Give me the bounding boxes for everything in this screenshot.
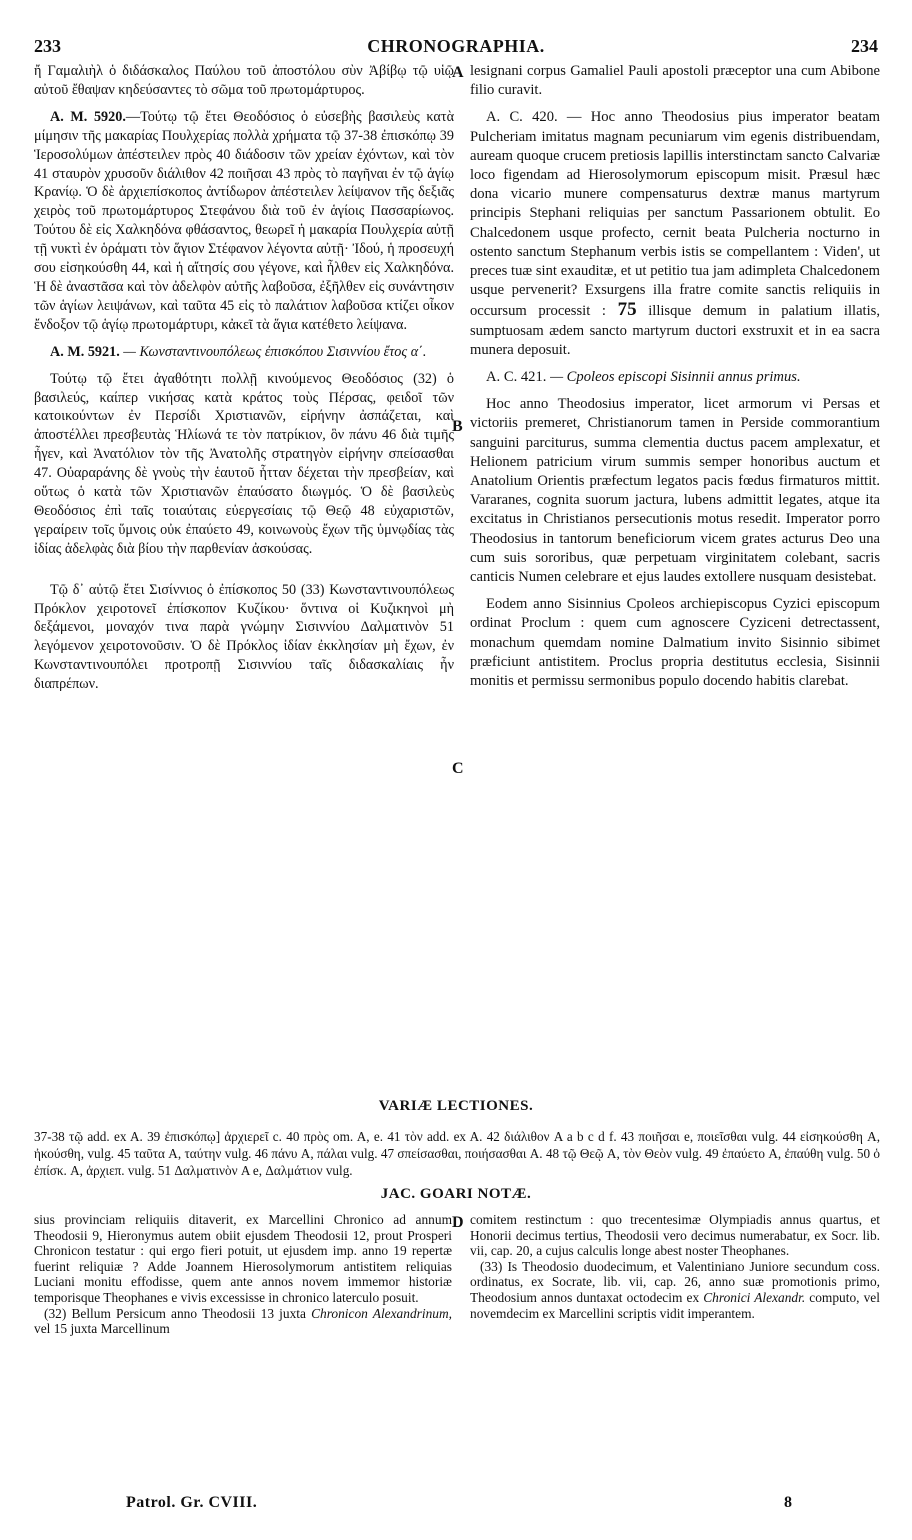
latin-entry-420: [470, 108, 880, 360]
latin-paragraph-1: lesignani corpus Gamaliel Pauli apostoli præceptor una cum Abibone filio curavit.: [470, 63, 880, 99]
section-marker-b: B: [452, 418, 463, 435]
column-number-75: 75: [617, 299, 637, 321]
page-number-right: 234: [851, 36, 878, 56]
greek-paragraph-4: Τούτῳ τῷ ἔτει ἀγαθότητι πολλῇ κινούμενος Θεοδόσιος (32) ὁ βασιλεύς, καίπερ νικήσας κατὰ κράτος τοὺς Πέρσας, φειδοῖ τῶν κατοικούντων ἐν Περσίδι Χριστιανῶν, εἰρήνην ἀσπάζεται, καὶ ἀποστέλλει πρεσβευτὰς Ἡλίωνά τε τὸν πατρίκιον, ὃν πάνυ 46 διὰ τιμῆς ἦγεν, καὶ Ἀνατόλιον τὸν τῆς Ἀνατολῆς στρατηγὸν εἰρήνην σπείσασθαι 47. Οὐαραράνης δὲ γνοὺς τὴν ἑαυτοῦ ἧτταν δέχεται τὴν πρεσβείαν, καὶ οὕτως ὁ κατὰ τῶν Χριστιανῶν ἐπαύσατο διωγμός. Ὁ δὲ βασιλεὺς Θεοδόσιος ἐπὶ ταῖς τοιαύταις εὐεργεσίαις τῷ Θεῷ 48 εὐχαριστῶν, γεραίρειν τοῖς ὕμνοις οὐκ ἐπαύετο 49, κοινωνοὺς ἔχων τῆς ὑμνῳδίας τὰς ἰδίας ἀδελφὰς διὰ βίου τὴν παρθενίαν ἀσκούσας.: [34, 370, 454, 557]
greek-heading-5921: — Κωνσταντινουπόλεως ἐπισκόπου Σισιννίου ἔτος α΄.: [123, 343, 427, 360]
latin-paragraph-4: Hoc anno Theodosius imperator, licet armorum vi Persas et victoriis premeret, Christianorum tamen in Perside commorantium sanguini parciturus, summa clementia ductus pacem amplexatur, et Helionem patricium virum summis semper honoribus auctum et Anatolium Orientis præfectum legatos pacis fœdus firmaturos mittit. Vararanes, cognita suorum jactura, lubens admittit legates, atque ita excitatus in Christianos persecutionis motus resedit. Imperator porro Theodosius in tantorum beneficiorum vicem grates acturus Deo una cum suis sororibus, quæ perpetuam virginitatem colebant, sacris canticis Numen celebrare et ejus laudes extollere nusquam desistebat.: [470, 396, 880, 586]
greek-year-5920: A. M. 5920.: [50, 108, 126, 125]
note-32-tail: vel 15 juxta Marcellinum: [34, 1321, 170, 1337]
latin-entry-421-heading: [470, 368, 880, 387]
note-32-text: Bellum Persicum anno Theodosii 13 juxta: [71, 1305, 306, 1321]
spacer: [34, 567, 454, 581]
greek-column: [34, 62, 454, 702]
note-32-number: (32): [44, 1305, 67, 1321]
latin-year-421: A. C. 421.: [486, 369, 547, 386]
latin-text-420-tail: illisque demum in palatium illatis, sumptuosam ædem sancto martyrum ductori exstruxit et in ea sacra munera deposuit.: [470, 303, 880, 358]
greek-text-5920: —Τούτῳ τῷ ἔτει Θεοδόσιος ὁ εὐσεβὴς βασιλεὺς κατὰ μίμησιν τῆς μακαρίας Πουλχερίας πολλὰ χρήματα τῷ 37-38 ἐπισκόπῳ 39 Ἱεροσολύμων ἀπέστειλεν πρὸς 40 διάδοσιν τῶν χρείαν ἐχόντων, καὶ τὸν 41 σταυρὸν χρυσοῦν διάλιθον 42 ποιῆσαι 43 πρὸς τὸ παγῆναι ἐν τῷ ἁγίῳ Κρανίῳ. Ὁ δὲ ἀρχιεπίσκοπος ἀντίδωρον ἀπέστειλεν λείψανον τῆς δεξιᾶς χειρὸς τοῦ πρωτομάρτυρος Στεφάνου διὰ τοῦ ἐν ἁγίοις Πασσαρίωνος. Τούτου δὲ εἰς Χαλκηδόνα φθάσαντος, θεωρεῖ ἡ μακαρία Πουλχερία αὐτῇ τῇ νυκτὶ ἐν ὁράματι τὸν ἅγιον Στέφανον λέγοντα αὐτῇ· Ἰδού, ἡ προσευχή σου εἰσηκούσθη 44, καὶ ἡ αἴτησίς σου γέγονε, καὶ ἦλθεν εἰς Χαλκηδόνα. Ἡ δὲ ἀναστᾶσα καὶ τὸν ἀδελφὸν αὐτῆς λαβοῦσα, ἐξῆλθεν εἰς συνάντησιν τῶν ἁγίων λειψάνων, καὶ ταῦτα 45 εἰς τὸ παλάτιον λαβοῦσα κτίζει οἶκον ἔνδοξον τῷ ἁγίῳ πρωτομάρτυρι, κἀκεῖ τὰ ἅγια κατέθετο λείψανα.: [34, 108, 455, 333]
section-marker-c: C: [452, 760, 464, 777]
note-32-italic: Chronicon Alexandrinum,: [311, 1305, 452, 1321]
footer-volume: Patrol. Gr. CVIII.: [126, 1494, 258, 1511]
running-header: [34, 36, 878, 60]
variae-lectiones: [34, 1128, 880, 1179]
greek-paragraph-5: Τῷ δ᾽ αὐτῷ ἔτει Σισίννιος ὁ ἐπίσκοπος 50 (33) Κωνσταντινουπόλεως Πρόκλον χειροτονεῖ ἐπίσκοπον Κυζίκου· ὅντινα οἱ Κυζικηνοὶ μὴ δεξάμενοι, μοναχόν τινα παρὰ γνώμην Σισιννίου Δαλματινὸν 51 λεγόμενον χειροτονοῦσιν. Ὁ δὲ Πρόκλος ἰδίαν ἐκκλησίαν μὴ ἔχων, ἐν Κωνσταντινουπόλει προτροπῇ Σισιννίου ταῖς διδασκαλίαις ἦν διαπρέπων.: [34, 581, 454, 693]
greek-entry-5921-heading: [34, 343, 454, 362]
footer-signature: 8: [784, 1494, 792, 1511]
variae-text: 37-38 τῷ add. ex A. 39 ἐπισκόπῳ] ἀρχιερεῖ c. 40 πρὸς om. A, e. 41 τὸν add. ex A. 42 διάλιθον A a b c d f. 43 ποιῆσαι e, ποιεῖσθαι vulg. 44 εἰσηκούσθη A, ἠκούσθη, vulg. 45 ταῦτα A, ταύτην vulg. 46 πάνυ A, πάλαι vulg. 47 σπείσασθαι, ποιήσασθαι A. 48 τῷ Θεῷ A, τὸν Θεὸν vulg. 49 ἐπαύετο A, ἐπαύθη vulg. 50 ὁ ἐπίσκ. A, ἀρχιεπ. vulg. 51 Δαλματινὸν A e, Δαλμάτιον vulg.: [34, 1129, 880, 1178]
variae-heading: VARIÆ LECTIONES.: [378, 1098, 534, 1114]
note-32: [34, 1306, 452, 1337]
greek-entry-5920: [34, 108, 454, 335]
latin-year-420: A. C. 420.: [486, 109, 558, 126]
notes-left-column: [34, 1212, 452, 1337]
note-33: [470, 1259, 880, 1321]
latin-heading-421: — Cpoleos episcopi Sisinnii annus primus.: [550, 369, 801, 386]
latin-paragraph-5: Eodem anno Sisinnius Cpoleos archiepiscopus Cyzici episcopum ordinat Proclum : quem cum agnoscere Cyziceni detrectassent, monachum quemdam nomine Dalmatium invito Sisinnio sibimet præficiunt antistitem. Proclus propria destitutus ecclesia, Sisinnii monitis et permissu sermonibus populo docendo habitis clarebat.: [470, 596, 880, 690]
page-number-left: 233: [34, 36, 61, 56]
notes-right-column: [470, 1212, 880, 1321]
notae-heading: JAC. GOARI NOTÆ.: [380, 1186, 532, 1202]
greek-year-5921: A. M. 5921.: [50, 343, 120, 360]
note-33-number: (33): [480, 1258, 503, 1274]
page-title: CHRONOGRAPHIA.: [367, 36, 545, 56]
page-footer: [126, 1494, 792, 1516]
note-right-1: comitem restinctum : quo trecentesimæ Olympiadis annus quartus, et Honorii decimus tertius, Theodosii vero decimus numerabatur, ex Socr. lib. vii, cap. 20, a cujus calculis longe abest noster Theophanes.: [470, 1212, 880, 1259]
section-marker-d: D: [452, 1214, 464, 1231]
latin-text-420: — Hoc anno Theodosius pius imperator beatam Pulcheriam imitatus magnam pecuniarum vim egenis distribuendam, auream quoque crucem pretiosis lapillis interstinctam sancto Calvariæ loco figendam ad Hierosolymorum episcopum misit. Præsul hæc dona vicario munere compensaturus dextræ manus martyrum principis Stephani reliquias per sanctum Passarionem obtulit. Eo Chalcedonem usque profecto, cernit beata Pulcheria nocturno in ostento sanctum Stephanum verbis istis se compellantem : Viden', ut preces tuæ sint exauditæ, et ut petitio tua jam adimpleta Chalcedonem usque pervenerit? Exsurgens illa fratre comite sanctis reliquiis in occursum processit :: [470, 109, 880, 320]
note-left-1: sius provinciam reliquiis ditaverit, ex Marcellini Chronico ad annum Theodosii 9, Hieronymus autem obiit ejusdem Theodosii 12, prout Prosperi Chronicon testatur : qui ergo fieri potuit, ut ejusdem imp. anno 19 repertæ fuerint reliquiæ ? Adde Joannem Hierosolymorum antistitem reliquias Luciani monitu effodisse, quem ante annos novem immemor historiæ temporisque Theophanes e vivis excessisse in chronico laterculo posuit.: [34, 1212, 452, 1305]
section-marker-a: A: [452, 64, 464, 81]
note-33-tail: computo, vel novemdecim ex Marcellini scriptis vidit imperantem.: [470, 1289, 880, 1321]
note-33-italic: Chronici Alexandr.: [703, 1289, 806, 1305]
note-33-text: Is Theodosio duodecimum, et Valentiniano Juniore secundum coss. ordinatus, ex Socrate, lib. vii, cap. 26, anno suæ promotionis primo, Theodosium annos duntaxat octodecim ex: [470, 1258, 880, 1305]
latin-column: [470, 62, 880, 699]
greek-paragraph-1: ἤ Γαμαλιὴλ ὁ διδάσκαλος Παύλου τοῦ ἀποστόλου σὺν Ἀβίβῳ τῷ υἱῷ αὐτοῦ ἔθαψαν κηδεύσαντες τὸ σῶμα τοῦ πρωτομάρτυρος.: [34, 63, 454, 98]
